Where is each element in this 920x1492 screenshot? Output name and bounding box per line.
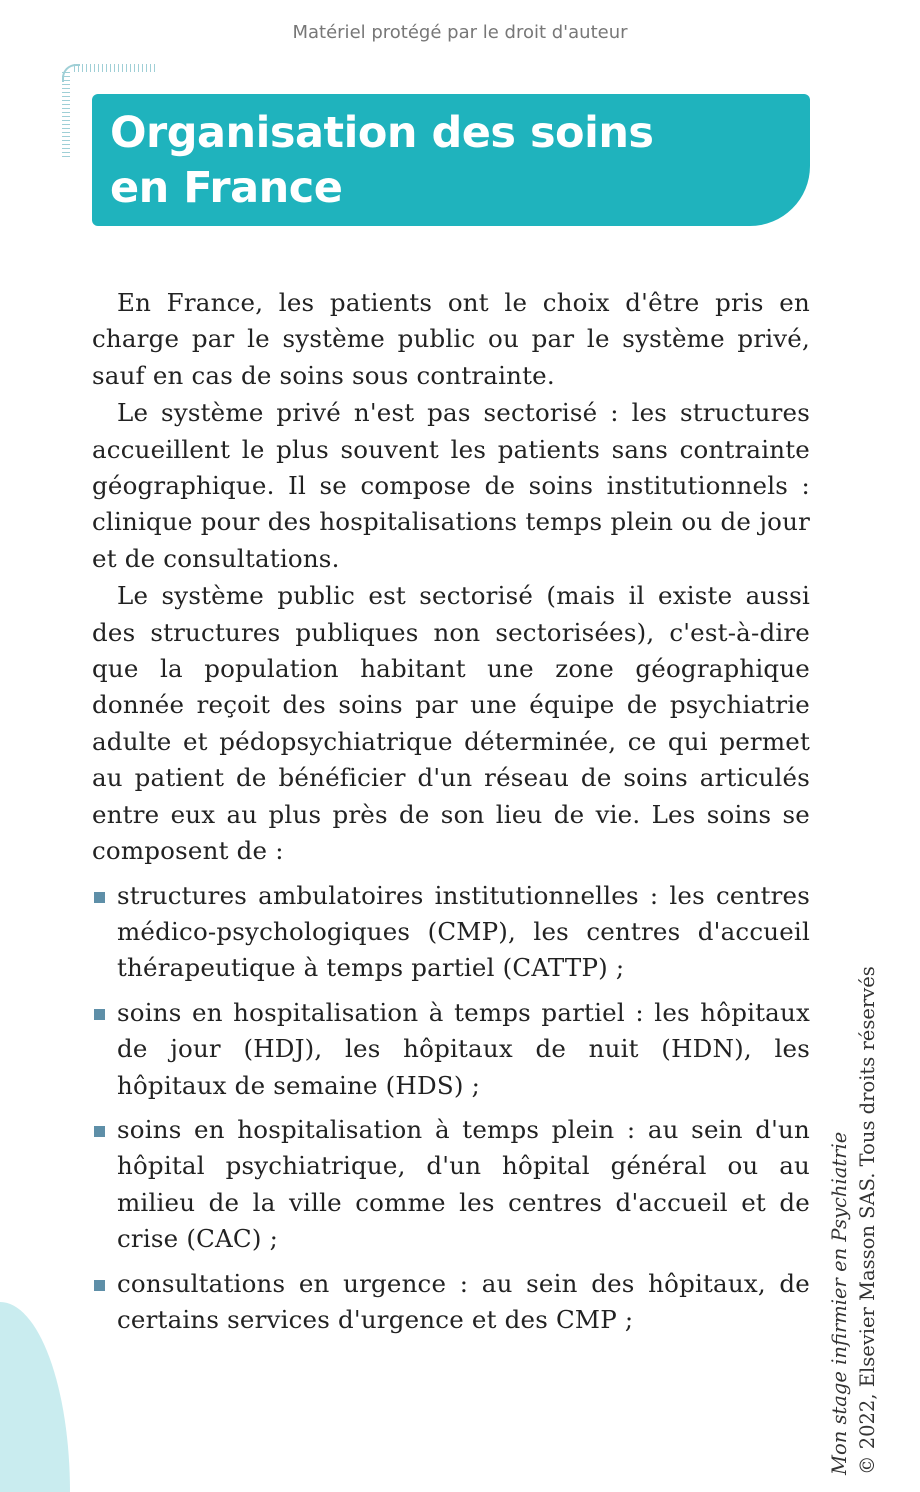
square-bullet-icon bbox=[94, 892, 105, 903]
decorative-ticks-horizontal bbox=[74, 64, 158, 72]
list-item-text: consultations en urgence : au sein des hôpitaux, de certains services d'urgence et des CMP ; bbox=[117, 1268, 810, 1334]
title-banner bbox=[92, 94, 810, 226]
side-copyright-note bbox=[826, 966, 882, 1475]
page-title bbox=[110, 106, 810, 216]
title-line-2: en France bbox=[110, 163, 343, 213]
list-item bbox=[92, 1266, 810, 1339]
paragraph: Le système public est sectorisé (mais il existe aussi des structures publiques non sectorisées), c'est-à-dire que la population habitant une zone géographique donnée reçoit des soins par une équipe de psychiatrie adulte et pédopsychiatrique déterminée, ce qui permet au patient de bénéficier d'un réseau de soins articulés entre eux au plus près de son lieu de vie. Les soins se composent de : bbox=[92, 581, 810, 866]
list-item-text: structures ambulatoires institutionnelles : les centres médico-psychologiques (CMP), les centres d'accueil thérapeutique à temps partiel (CATTP) ; bbox=[117, 880, 810, 983]
list-item bbox=[92, 878, 810, 987]
copyright-line: © 2022, Elsevier Masson SAS. Tous droits réservés bbox=[856, 966, 879, 1475]
list-item-text: soins en hospitalisation à temps partiel : les hôpitaux de jour (HDJ), les hôpitaux de nuit (HDN), les hôpitaux de semaine (HDS) ; bbox=[117, 997, 810, 1100]
body-text bbox=[92, 285, 810, 1346]
square-bullet-icon bbox=[94, 1280, 105, 1291]
title-line-1: Organisation des soins bbox=[110, 108, 654, 158]
decorative-ticks-vertical bbox=[62, 72, 70, 160]
decorative-corner-shape bbox=[0, 1302, 70, 1492]
square-bullet-icon bbox=[94, 1126, 105, 1137]
list-item bbox=[92, 995, 810, 1104]
paragraph: Le système privé n'est pas sectorisé : les structures accueillent le plus souvent les patients sans contrainte géographique. Il se compose de soins institutionnels : clinique pour des hospitalisations temps plein ou de jour et de consultations. bbox=[92, 398, 810, 573]
list-item bbox=[92, 1112, 810, 1258]
paragraph: En France, les patients ont le choix d'être pris en charge par le système public ou par le système privé, sauf en cas de soins sous contrainte. bbox=[92, 288, 810, 390]
list-item-text: soins en hospitalisation à temps plein : au sein d'un hôpital psychiatrique, d'un hôpital général ou au milieu de la ville comme les centres d'accueil et de crise (CAC) ; bbox=[117, 1114, 810, 1254]
copyright-watermark: Matériel protégé par le droit d'auteur bbox=[292, 22, 628, 43]
bullet-list bbox=[92, 878, 810, 1339]
book-title: Mon stage infirmier en Psychiatrie bbox=[828, 1131, 851, 1475]
square-bullet-icon bbox=[94, 1009, 105, 1020]
